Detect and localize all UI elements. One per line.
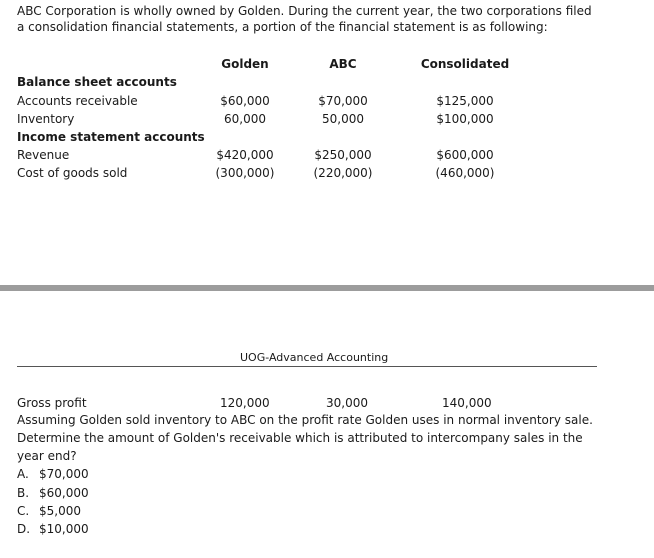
page-divider — [0, 285, 654, 291]
option-a — [17, 467, 89, 482]
row-label: Cost of goods sold — [17, 166, 128, 180]
footer-rule — [17, 366, 597, 367]
option-d — [17, 522, 89, 537]
option-c — [17, 504, 81, 519]
cell-golden: $60,000 — [220, 94, 270, 108]
page-footer: UOG-Advanced Accounting — [240, 351, 389, 364]
header-consolidated: Consolidated — [420, 57, 510, 71]
intro-line-1: ABC Corporation is wholly owned by Golden. During the current year, the two corporations filed — [17, 4, 592, 18]
option-letter: A. — [17, 467, 29, 481]
row-label: Accounts receivable — [17, 94, 138, 108]
question-line-3: year end? — [17, 449, 77, 463]
option-text: $60,000 — [39, 486, 89, 500]
option-text: $10,000 — [39, 522, 89, 536]
cell-abc: (220,000) — [313, 166, 373, 180]
cell-consolidated: $600,000 — [436, 148, 494, 162]
question-line-1: Assuming Golden sold inventory to ABC on the profit rate Golden uses in normal inventory sale. — [17, 413, 593, 427]
gross-profit-consolidated: 140,000 — [442, 396, 492, 410]
cell-abc: $250,000 — [314, 148, 372, 162]
cell-consolidated: $100,000 — [436, 112, 494, 126]
cell-golden: $420,000 — [216, 148, 274, 162]
option-b — [17, 486, 89, 501]
balance-sheet-heading: Balance sheet accounts — [17, 75, 177, 89]
header-abc: ABC — [329, 57, 357, 71]
row-label: Revenue — [17, 148, 70, 162]
question-line-2: Determine the amount of Golden's receivable which is attributed to intercompany sales in the — [17, 431, 583, 445]
header-golden: Golden — [221, 57, 269, 71]
gross-profit-golden: 120,000 — [220, 396, 270, 410]
cell-consolidated: $125,000 — [436, 94, 494, 108]
option-text: $5,000 — [39, 504, 81, 518]
cell-golden: 60,000 — [224, 112, 266, 126]
gross-profit-label: Gross profit — [17, 396, 87, 410]
cell-golden: (300,000) — [215, 166, 275, 180]
option-letter: C. — [17, 504, 30, 518]
income-statement-heading: Income statement accounts — [17, 130, 205, 144]
cell-abc: 50,000 — [322, 112, 364, 126]
row-label: Inventory — [17, 112, 75, 126]
intro-line-2: a consolidation financial statements, a portion of the financial statement is as following: — [17, 20, 548, 34]
option-letter: D. — [17, 522, 31, 536]
gross-profit-abc: 30,000 — [326, 396, 368, 410]
option-text: $70,000 — [39, 467, 89, 481]
cell-abc: $70,000 — [318, 94, 368, 108]
cell-consolidated: (460,000) — [435, 166, 495, 180]
option-letter: B. — [17, 486, 30, 500]
